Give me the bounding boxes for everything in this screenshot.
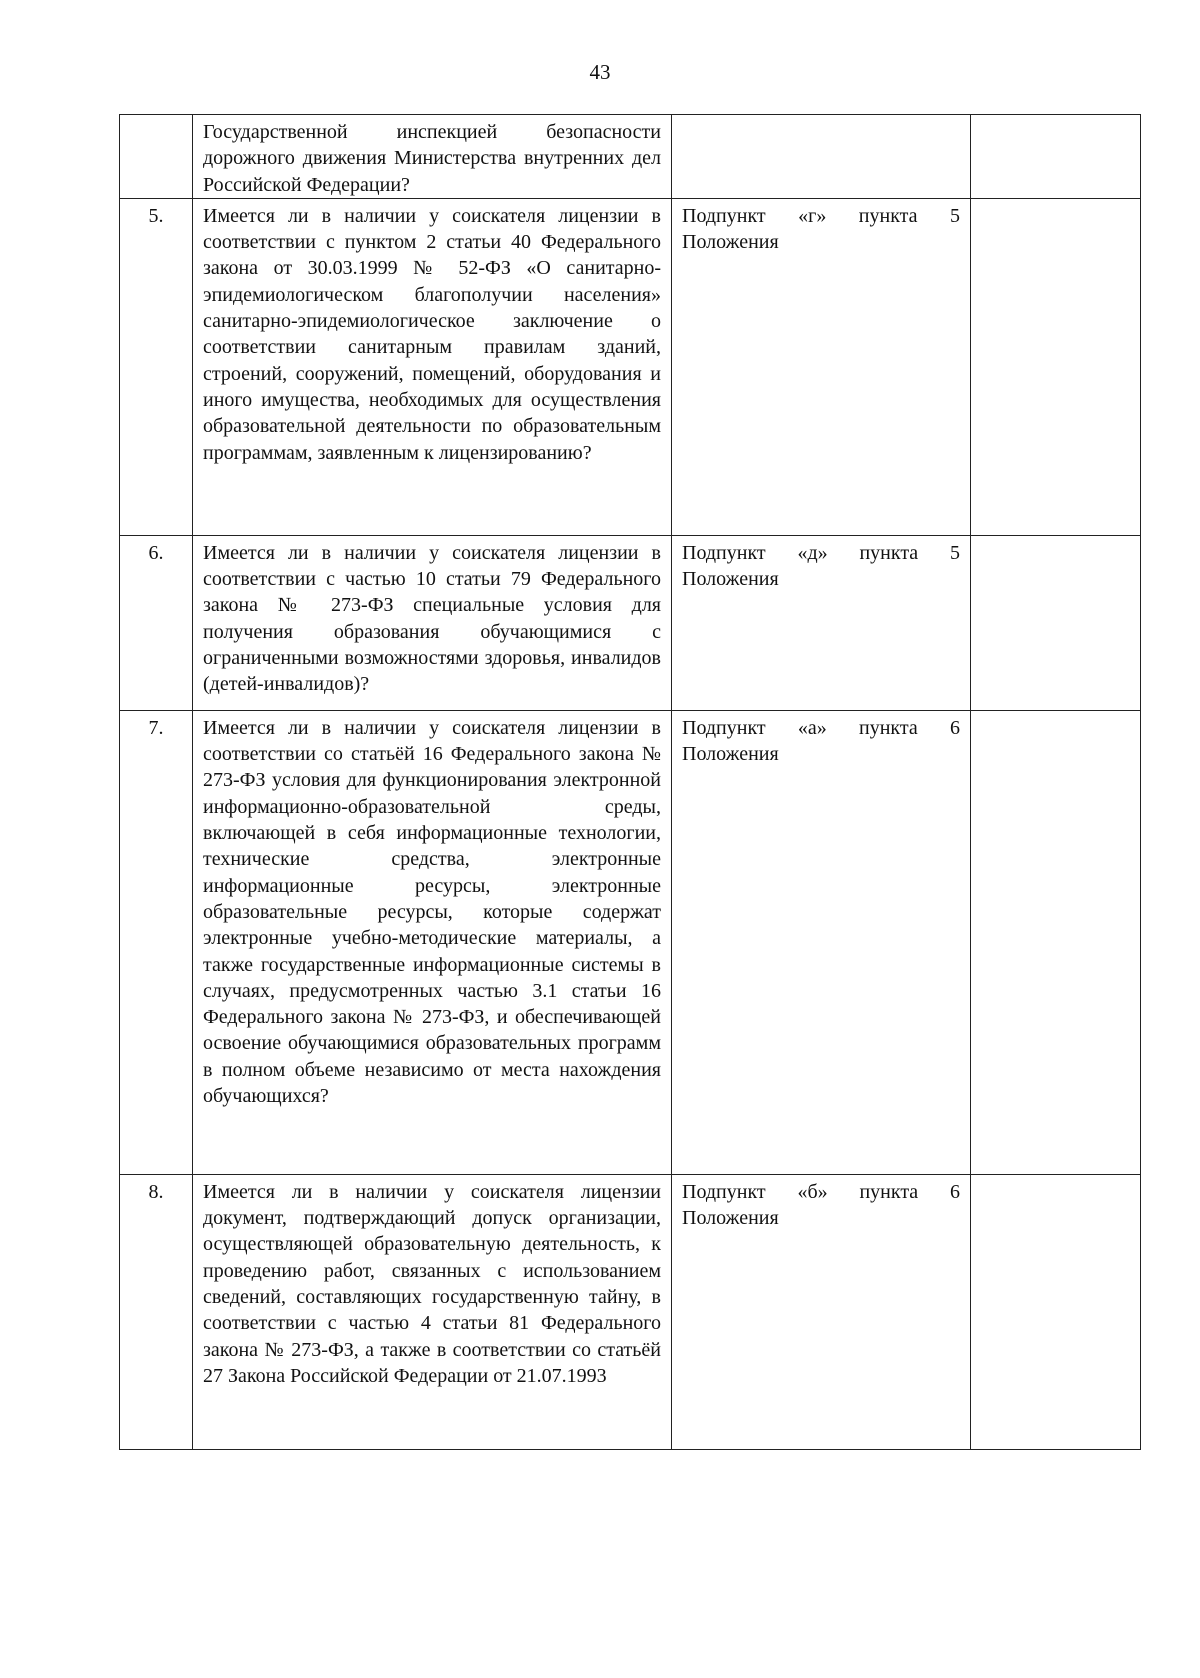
basis-cell — [672, 1174, 971, 1449]
note-cell — [971, 1174, 1141, 1449]
row-number: 6. — [120, 535, 193, 710]
question-cell — [193, 115, 672, 199]
question-text: Имеется ли в наличии у соискателя лицензии в соответствии со статьёй 16 Федерального закона № 273-ФЗ условия для функционирования электронной информационно-образовательной среды, включающей в себя информационные технологии, технические средства, электронные информационные ресурсы, электронные образовательные ресурсы, которые содержат электронные учебно-методические материалы, а также государственные информационные системы в случаях, предусмотренных частью 3.1 статьи 16 Федерального закона № 273-ФЗ, и обеспечивающей освоение обучающимися образовательных программ в полном объеме независимо от места нахождения обучающихся? — [203, 716, 661, 1108]
basis-text: Подпункт «а» пункта 6 Положения — [682, 716, 960, 766]
question-cell — [193, 1174, 672, 1449]
basis-cell — [672, 115, 971, 199]
note-cell — [971, 198, 1141, 535]
basis-text: Подпункт «г» пункта 5 Положения — [682, 204, 960, 254]
note-cell — [971, 535, 1141, 710]
basis-text: Подпункт «б» пункта 6 Положения — [682, 1180, 960, 1230]
question-cell — [193, 198, 672, 535]
question-text: Имеется ли в наличии у соискателя лицензии документ, подтверждающий допуск организации, осуществляющей образовательную деятельность, к проведению работ, связанных с использованием сведений, составляющих государственную тайну, в соответствии с частью 4 статьи 81 Федерального закона № 273-ФЗ, а также в соответствии со статьёй 27 Закона Российской Федерации от 21.07.1993 — [203, 1180, 661, 1387]
note-cell — [971, 115, 1141, 199]
table-row — [120, 710, 1141, 1174]
basis-cell — [672, 198, 971, 535]
table-row — [120, 1174, 1141, 1449]
row-number: 5. — [120, 198, 193, 535]
checklist-table — [119, 114, 1141, 1450]
table-row — [120, 115, 1141, 199]
row-number — [120, 115, 193, 199]
page-number: 43 — [589, 60, 611, 84]
table-row — [120, 535, 1141, 710]
basis-cell — [672, 710, 971, 1174]
basis-text: Подпункт «д» пункта 5 Положения — [682, 541, 960, 591]
question-text: Государственной инспекцией безопасности дорожного движения Министерства внутренних дел Российской Федерации? — [203, 121, 661, 196]
row-number: 8. — [120, 1174, 193, 1449]
question-text: Имеется ли в наличии у соискателя лицензии в соответствии с частью 10 статьи 79 Федерального закона № 273-ФЗ специальные условия для получения образования обучающимися с ограниченными возможностями здоровья, инвалидов (детей-инвалидов)? — [203, 541, 661, 696]
question-cell — [193, 535, 672, 710]
table-row — [120, 198, 1141, 535]
question-text: Имеется ли в наличии у соискателя лицензии в соответствии с пунктом 2 статьи 40 Федерального закона от 30.03.1999 № 52-ФЗ «О санитарно-эпидемиологическом благополучии населения» санитарно-эпидемиологическое заключение о соответствии санитарным правилам зданий, строений, сооружений, помещений, оборудования и иного имущества, необходимых для осуществления образовательной деятельности по образовательным программам, заявленным к лицензированию? — [203, 204, 661, 464]
row-number: 7. — [120, 710, 193, 1174]
question-cell — [193, 710, 672, 1174]
note-cell — [971, 710, 1141, 1174]
basis-cell — [672, 535, 971, 710]
